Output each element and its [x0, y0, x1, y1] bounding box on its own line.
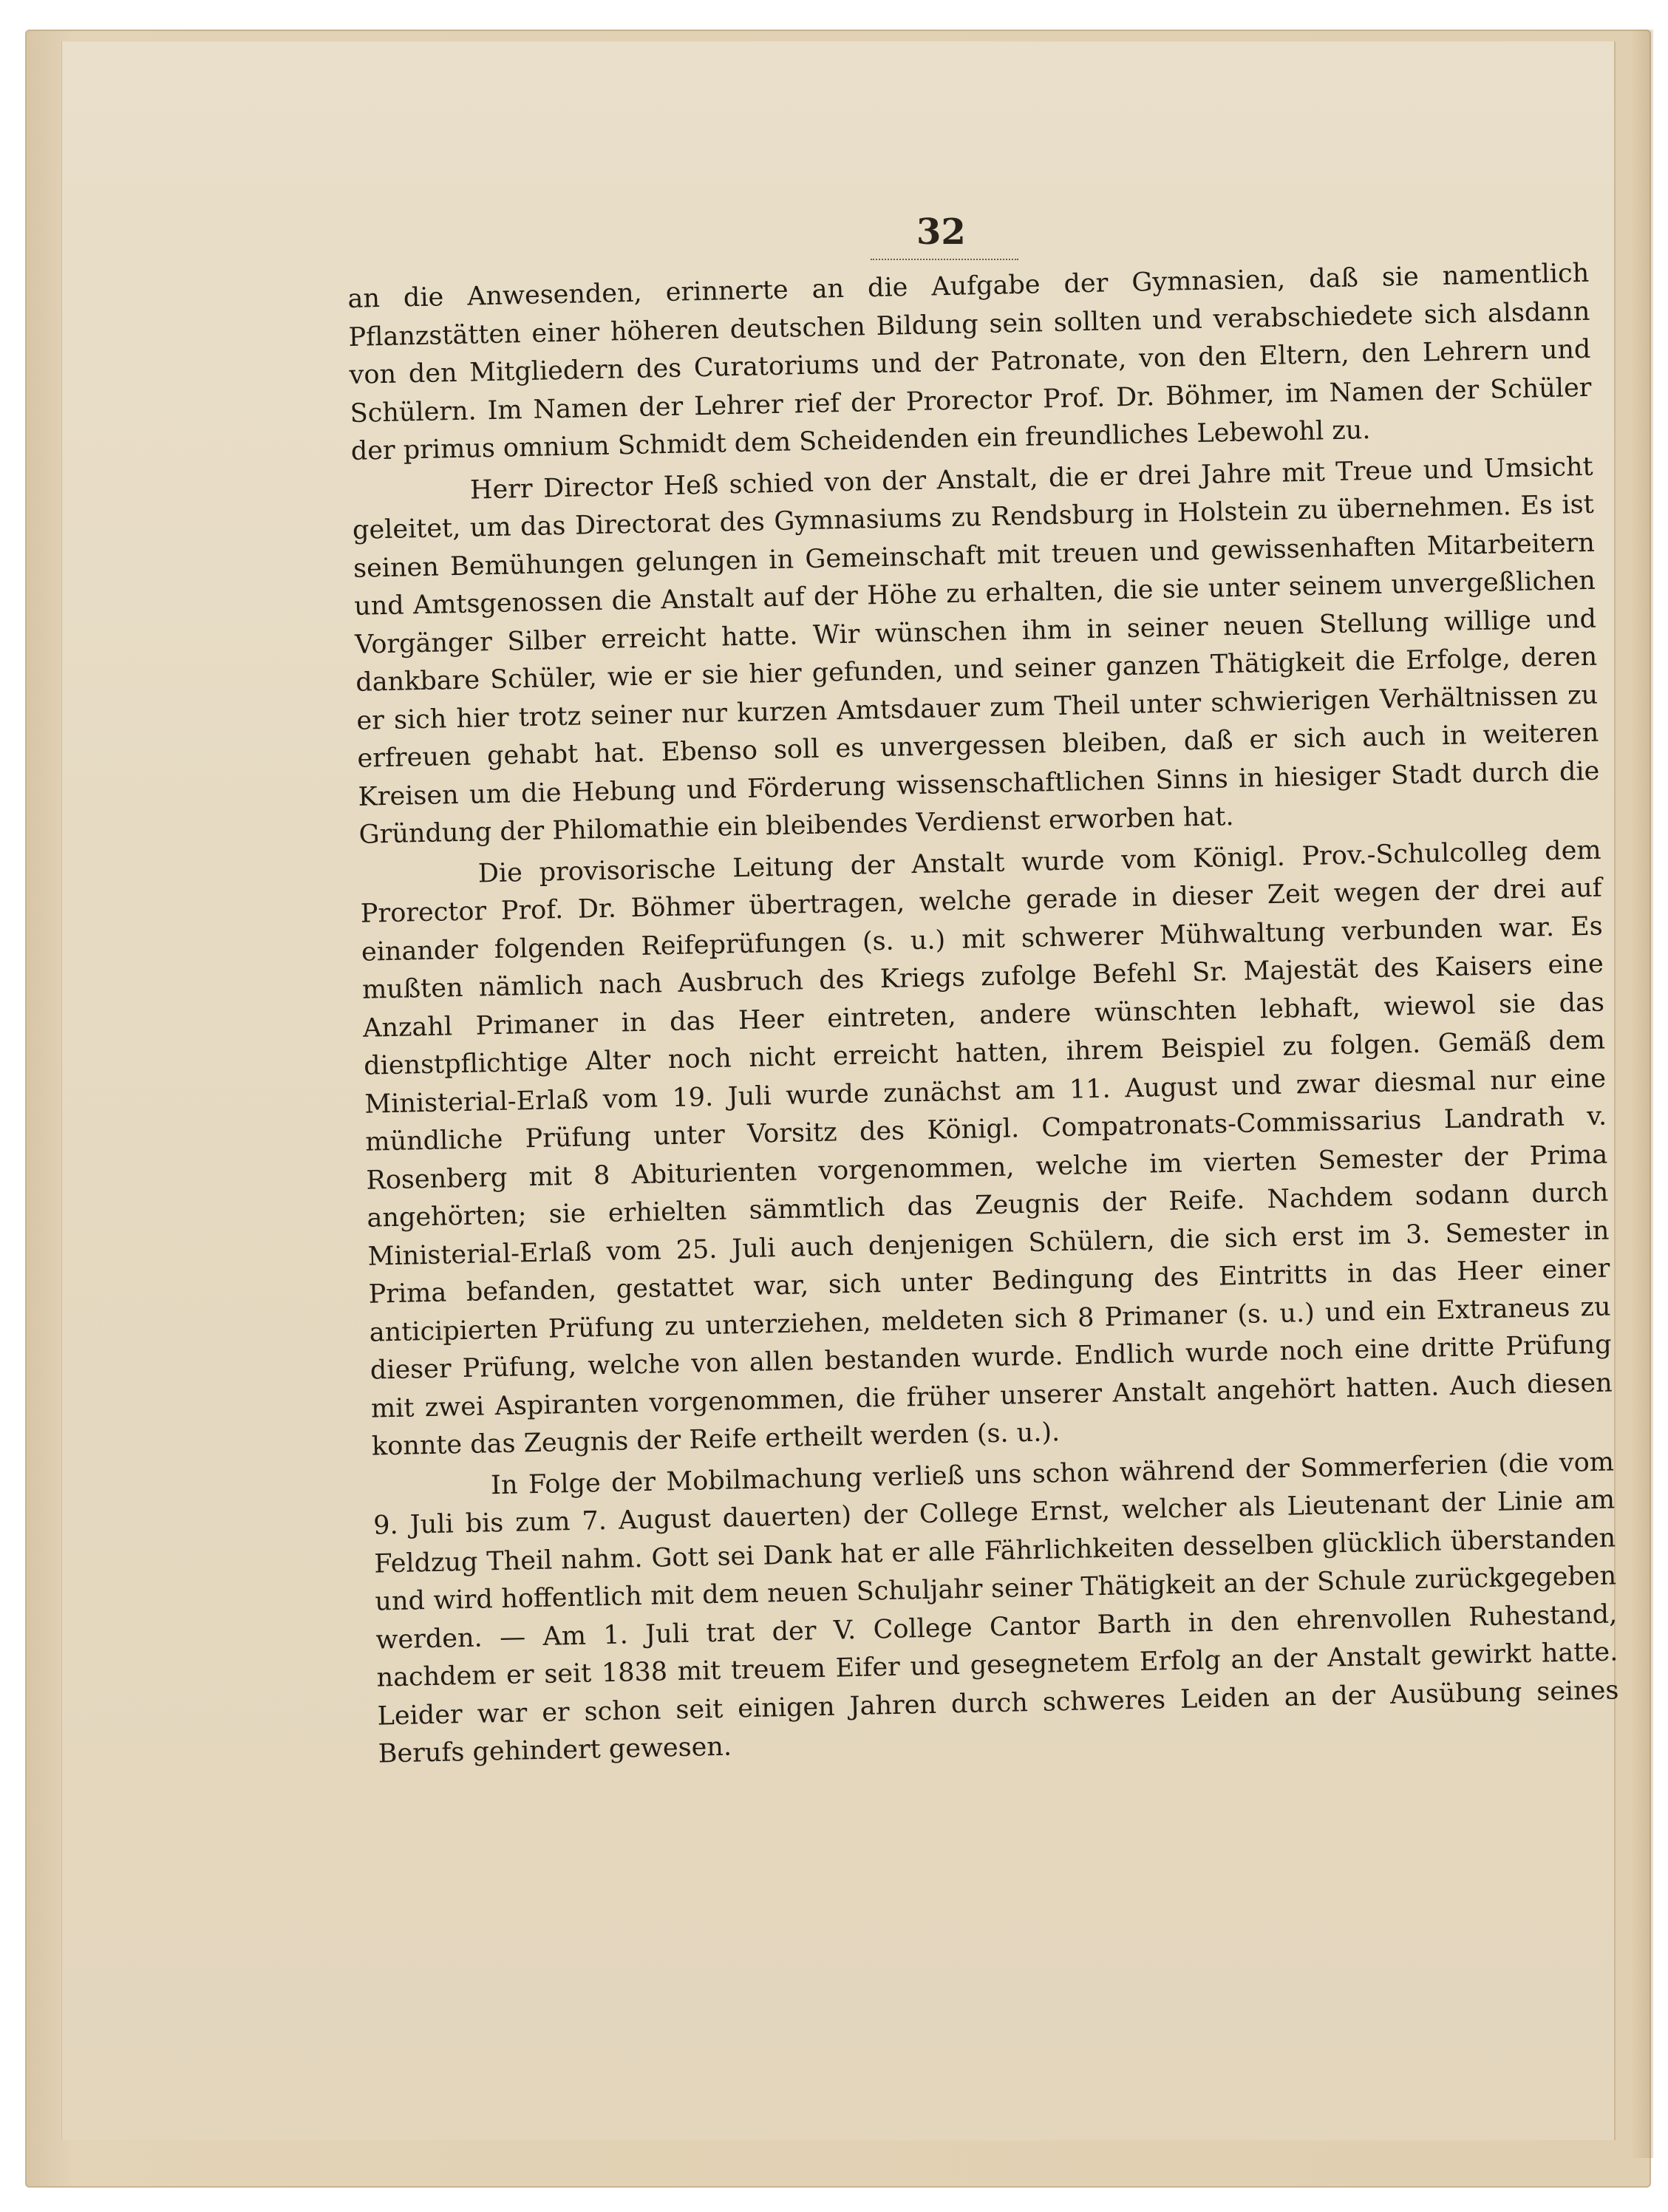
body-text	[347, 255, 1620, 1774]
page-number: 32	[916, 211, 966, 253]
paragraph-1: an die Anwesenden, erinnerte an die Aufgabe der Gymnasien, daß sie namentlich Pflanzstätten einer höheren deutschen Bildung sein sollten und verabschiedete sich alsdann von den Mitgliedern des Curatoriums und der Patronate, von den Eltern, den Lehrern und Schülern. Im Namen der Lehrer rief der Prorector Prof. Dr. Böhmer, im Namen der Schüler der primus omnium Schmidt dem Scheidenden ein freundliches Lebewohl zu.	[347, 258, 1592, 466]
spine-shadow	[1631, 30, 1653, 2158]
paragraph-3: Die provisorische Leitung der Anstalt wurde vom Königl. Prov.-Schulcolleg dem Prorector Prof. Dr. Böhmer übertragen, welche gerade in dieser Zeit wegen der drei auf einander folgenden Reifeprüfungen (s. u.) mit schwerer Mühwaltung verbunden war. Es mußten nämlich nach Ausbruch des Kriegs zufolge Befehl Sr. Majestät des Kaisers eine Anzahl Primaner in das Heer eintreten, andere wünschten lebhaft, wiewol sie das dienstpflichtige Alter noch nicht erreicht hatten, ihrem Beispiel zu folgen. Gemäß dem Ministerial-Erlaß vom 19. Juli wurde zunächst am 11. August und zwar diesmal nur eine mündliche Prüfung unter Vorsitz des Königl. Compatronats-Commissarius Landrath v. Rosenberg mit 8 Abiturienten vorgenommen, welche im vierten Semester der Prima angehörten; sie erhielten sämmtlich das Zeugnis der Reife. Nachdem sodann durch Ministerial-Erlaß vom 25. Juli auch denjenigen Schülern, die sich erst im 3. Semester in Prima befanden, gestattet war, sich unter Bedingung des Eintritts in das Heer einer anticipierten Prüfung zu unterziehen, meldeten sich 8 Primaner (s. u.) und ein Extraneus zu dieser Prüfung, welche von allen bestanden wurde. Endlich wurde noch eine dritte Prüfung mit zwei Aspiranten vorgenommen, die früher unserer Anstalt angehört hatten. Auch diesen konnte das Zeugnis der Reife ertheilt werden (s. u.).	[360, 835, 1613, 1462]
page-number-ornament	[871, 259, 1018, 265]
paragraph-4: In Folge der Mobilmachung verließ uns schon während der Sommerferien (die vom 9. Juli bis zum 7. August dauerten) der College Ernst, welcher als Lieutenant der Linie am Feldzug Theil nahm. Gott sei Dank hat er alle Fährlichkeiten desselben glücklich überstanden und wird hoffentlich mit dem neuen Schuljahr seiner Thätigkeit an der Schule zurückgegeben werden. — Am 1. Juli trat der V. College Cantor Barth in den ehrenvollen Ruhestand, nachdem er seit 1838 mit treuem Eifer und gesegnetem Erfolg an der Anstalt gewirkt hatte. Leider war er schon seit einigen Jahren durch schweres Leiden an der Ausübung seines Berufs gehindert gewesen.	[372, 1446, 1619, 1769]
paragraph-2: Herr Director Heß schied von der Anstalt, die er drei Jahre mit Treue und Umsicht geleitet, um das Directorat des Gymnasiums zu Rendsburg in Holstein zu übernehmen. Es ist seinen Bemühungen gelungen in Gemeinschaft mit treuen und gewissenhaften Mitarbeitern und Amtsgenossen die Anstalt auf der Höhe zu erhalten, die sie unter seinem unvergeßlichen Vorgänger Silber erreicht hatte. Wir wünschen ihm in seiner neuen Stellung willige und dankbare Schüler, wie er sie hier gefunden, und seiner ganzen Thätigkeit die Erfolge, deren er sich hier trotz seiner nur kurzen Amtsdauer zum Theil unter schwierigen Verhältnissen zu erfreuen gehabt hat. Ebenso soll es unvergessen bleiben, daß er sich auch in weiteren Kreisen um die Hebung und Förderung wissenschaftlichen Sinns in hiesiger Stadt durch die Gründung der Philomathie ein bleibendes Verdienst erworben hat.	[352, 452, 1600, 850]
